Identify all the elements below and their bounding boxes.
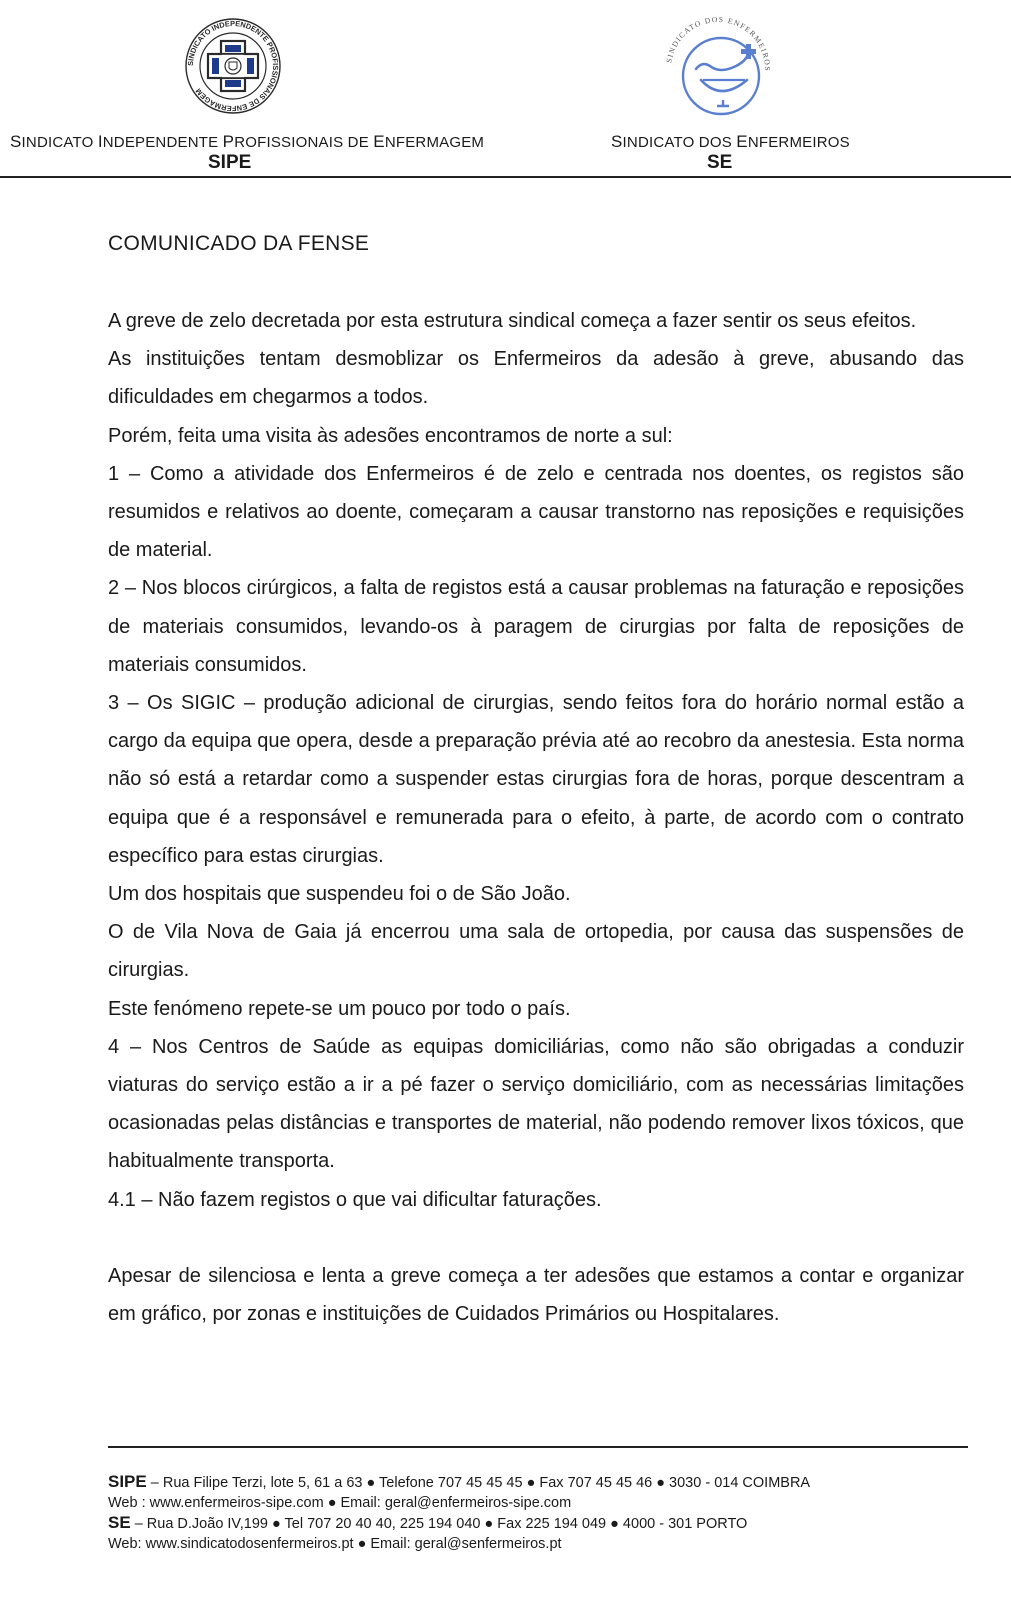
se-footer-label: SE [108,1513,131,1532]
paragraph: 4 – Nos Centros de Saúde as equipas domiciliárias, como não são obrigadas a conduzir viaturas do serviço estão a ir a pé fazer o serviço domiciliário, com as necessárias limitações ocasionadas pelas distâncias e transportes de material, não podendo remover lixos tóxicos, que habitualmente transporta. [108,1035,964,1173]
paragraph: As instituições tentam desmoblizar os Enfermeiros da adesão à greve, abusando das dificuldades em chegarmos a todos. [108,348,964,409]
paragraph: 4.1 – Não fazem registos o que vai dificultar faturações. [108,1188,602,1211]
footer-contacts [108,1472,988,1554]
paragraph: 1 – Como a atividade dos Enfermeiros é de zelo e centrada nos doentes, os registos são resumidos e relativos ao doente, começaram a causar transtorno nas reposições e requisições de material. [108,462,964,562]
sipe-abbreviation: SIPE [208,152,252,173]
sipe-address-line: SIPE – Rua Filipe Terzi, lote 5, 61 a 63 ● Telefone 707 45 45 45 ● Fax 707 45 45 46 ● 3030 - 014 COIMBRA [108,1472,811,1491]
sipe-web-line: Web : www.enfermeiros-sipe.com ● Email: geral@enfermeiros-sipe.com [108,1494,572,1511]
header-divider [0,176,1011,178]
sipe-logo [183,16,283,116]
se-logo [663,14,773,124]
paragraph: Este fenómeno repete-se um pouco por todo o país. [108,997,571,1020]
paragraph: 2 – Nos blocos cirúrgicos, a falta de registos está a causar problemas na faturação e reposições de materiais consumidos, levando-os à paragem de cirurgias por falta de reposições de materiais consumidos. [108,577,964,676]
footer-divider [108,1446,968,1448]
se-seal-graphic [663,14,773,124]
closing-paragraph: Apesar de silenciosa e lenta a greve começa a ter adesões que estamos a contar e organizar em gráfico, por zonas e instituições de Cuidados Primários ou Hospitalares. [108,1264,964,1326]
document-title: COMUNICADO DA FENSE [108,232,370,255]
se-seal-text: SINDICATO DOS ENFERMEIROS [664,14,773,72]
sipe-full-name: SINDICATO INDEPENDENTE PROFISSIONAIS DE ENFERMAGEM [10,132,485,151]
paragraph: 3 – Os SIGIC – produção adicional de cirurgias, sendo feitos fora do horário normal estão a cargo da equipa que opera, desde a preparação prévia até ao recobro da anestesia. Esta norma não só está a retardar como a suspender estas cirurgias fora de horas, porque descentram a equipa que é a responsável e remunerada para o efeito, à parte, de acordo com o contrato específico para estas cirurgias. [108,692,964,867]
paragraph: Um dos hospitais que suspendeu foi o de São João. [108,883,571,906]
se-full-name: SINDICATO DOS ENFERMEIROS [611,132,850,151]
letterhead [0,0,1011,182]
se-web-line: Web: www.sindicatodosenfermeiros.pt ● Email: geral@senfermeiros.pt [108,1535,562,1552]
se-abbreviation: SE [707,152,733,173]
paragraph: A greve de zelo decretada por esta estrutura sindical começa a fazer sentir os seus efeitos. [108,310,917,332]
sipe-seal-text: SINDICATO INDEPENDENTE PROFISSIONAIS DE ENFERMAGEM [185,18,281,114]
sipe-footer-label: SIPE [108,1472,147,1491]
sipe-seal-graphic [183,16,283,116]
document-body [108,302,964,1333]
se-address-line: SE – Rua D.João IV,199 ● Tel 707 20 40 40, 225 194 040 ● Fax 225 194 049 ● 4000 - 301 PORTO [108,1513,748,1532]
paragraph: Porém, feita uma visita às adesões encontramos de norte a sul: [108,424,673,447]
paragraph: O de Vila Nova de Gaia já encerrou uma sala de ortopedia, por causa das suspensões de cirurgias. [108,921,964,982]
